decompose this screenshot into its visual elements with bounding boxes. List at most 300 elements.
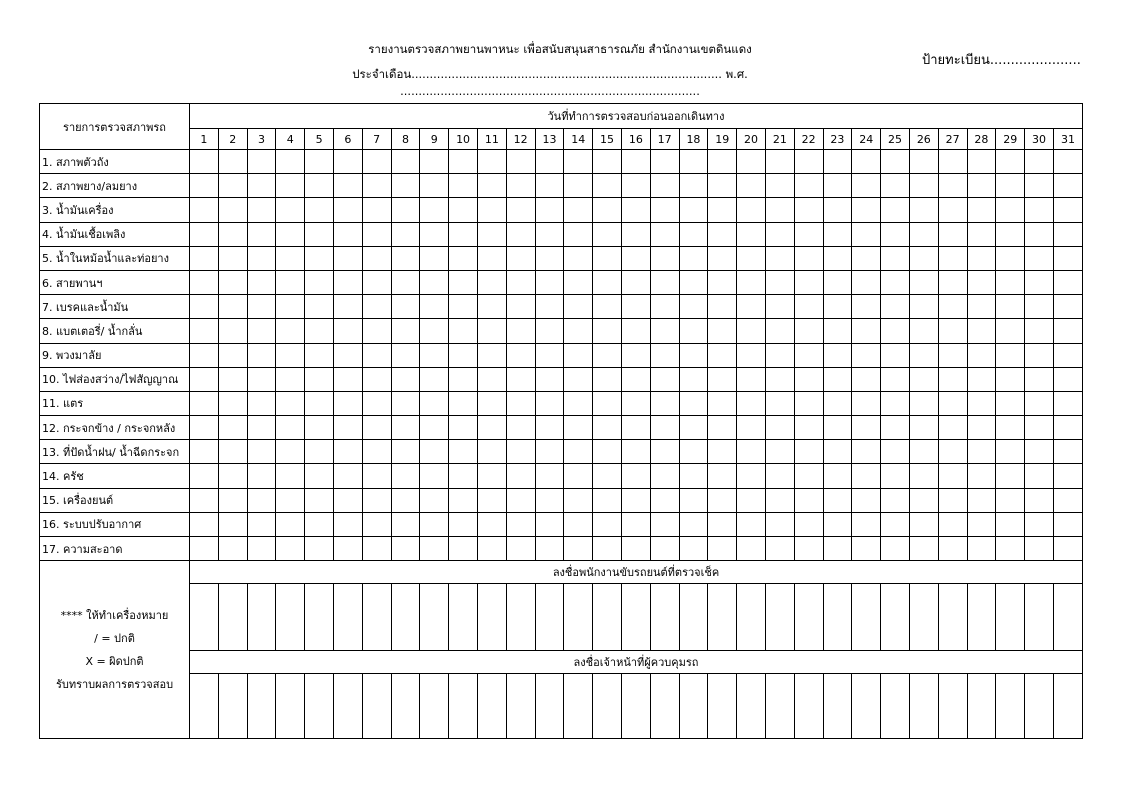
check-cell[interactable] bbox=[564, 222, 593, 246]
driver-signature-cell[interactable] bbox=[564, 584, 593, 651]
check-cell[interactable] bbox=[881, 367, 910, 391]
check-cell[interactable] bbox=[737, 416, 766, 440]
check-cell[interactable] bbox=[477, 198, 506, 222]
supervisor-signature-cell[interactable] bbox=[190, 674, 219, 739]
check-cell[interactable] bbox=[996, 537, 1025, 561]
check-cell[interactable] bbox=[737, 464, 766, 488]
check-cell[interactable] bbox=[218, 367, 247, 391]
check-cell[interactable] bbox=[305, 512, 334, 536]
check-cell[interactable] bbox=[621, 222, 650, 246]
check-cell[interactable] bbox=[420, 440, 449, 464]
check-cell[interactable] bbox=[276, 537, 305, 561]
check-cell[interactable] bbox=[1053, 488, 1082, 512]
check-cell[interactable] bbox=[1025, 343, 1054, 367]
check-cell[interactable] bbox=[621, 537, 650, 561]
check-cell[interactable] bbox=[737, 367, 766, 391]
check-cell[interactable] bbox=[1053, 464, 1082, 488]
check-cell[interactable] bbox=[650, 512, 679, 536]
check-cell[interactable] bbox=[967, 512, 996, 536]
check-cell[interactable] bbox=[823, 440, 852, 464]
check-cell[interactable] bbox=[881, 440, 910, 464]
check-cell[interactable] bbox=[708, 198, 737, 222]
check-cell[interactable] bbox=[477, 222, 506, 246]
check-cell[interactable] bbox=[477, 295, 506, 319]
check-cell[interactable] bbox=[1053, 512, 1082, 536]
check-cell[interactable] bbox=[535, 198, 564, 222]
check-cell[interactable] bbox=[477, 512, 506, 536]
check-cell[interactable] bbox=[938, 270, 967, 294]
check-cell[interactable] bbox=[823, 295, 852, 319]
check-cell[interactable] bbox=[593, 512, 622, 536]
check-cell[interactable] bbox=[909, 150, 938, 174]
check-cell[interactable] bbox=[621, 416, 650, 440]
check-cell[interactable] bbox=[737, 488, 766, 512]
check-cell[interactable] bbox=[909, 367, 938, 391]
check-cell[interactable] bbox=[852, 367, 881, 391]
check-cell[interactable] bbox=[823, 488, 852, 512]
check-cell[interactable] bbox=[621, 512, 650, 536]
check-cell[interactable] bbox=[621, 246, 650, 270]
check-cell[interactable] bbox=[506, 512, 535, 536]
driver-signature-cell[interactable] bbox=[1053, 584, 1082, 651]
check-cell[interactable] bbox=[938, 174, 967, 198]
check-cell[interactable] bbox=[708, 270, 737, 294]
check-cell[interactable] bbox=[967, 440, 996, 464]
check-cell[interactable] bbox=[823, 150, 852, 174]
check-cell[interactable] bbox=[420, 198, 449, 222]
check-cell[interactable] bbox=[391, 512, 420, 536]
driver-signature-cell[interactable] bbox=[190, 584, 219, 651]
check-cell[interactable] bbox=[823, 537, 852, 561]
check-cell[interactable] bbox=[190, 174, 219, 198]
check-cell[interactable] bbox=[938, 343, 967, 367]
check-cell[interactable] bbox=[650, 295, 679, 319]
check-cell[interactable] bbox=[852, 198, 881, 222]
driver-signature-cell[interactable] bbox=[449, 584, 478, 651]
supervisor-signature-cell[interactable] bbox=[420, 674, 449, 739]
check-cell[interactable] bbox=[506, 343, 535, 367]
check-cell[interactable] bbox=[852, 343, 881, 367]
check-cell[interactable] bbox=[765, 537, 794, 561]
check-cell[interactable] bbox=[794, 440, 823, 464]
check-cell[interactable] bbox=[679, 246, 708, 270]
check-cell[interactable] bbox=[737, 295, 766, 319]
check-cell[interactable] bbox=[708, 464, 737, 488]
check-cell[interactable] bbox=[333, 222, 362, 246]
driver-signature-cell[interactable] bbox=[477, 584, 506, 651]
check-cell[interactable] bbox=[391, 537, 420, 561]
check-cell[interactable] bbox=[218, 343, 247, 367]
driver-signature-cell[interactable] bbox=[765, 584, 794, 651]
check-cell[interactable] bbox=[765, 174, 794, 198]
check-cell[interactable] bbox=[1025, 537, 1054, 561]
check-cell[interactable] bbox=[449, 488, 478, 512]
check-cell[interactable] bbox=[477, 537, 506, 561]
check-cell[interactable] bbox=[794, 198, 823, 222]
check-cell[interactable] bbox=[190, 222, 219, 246]
check-cell[interactable] bbox=[881, 174, 910, 198]
check-cell[interactable] bbox=[909, 488, 938, 512]
check-cell[interactable] bbox=[247, 174, 276, 198]
check-cell[interactable] bbox=[621, 464, 650, 488]
check-cell[interactable] bbox=[190, 440, 219, 464]
check-cell[interactable] bbox=[247, 537, 276, 561]
check-cell[interactable] bbox=[218, 319, 247, 343]
check-cell[interactable] bbox=[305, 343, 334, 367]
driver-signature-cell[interactable] bbox=[967, 584, 996, 651]
check-cell[interactable] bbox=[362, 367, 391, 391]
check-cell[interactable] bbox=[362, 295, 391, 319]
check-cell[interactable] bbox=[967, 488, 996, 512]
check-cell[interactable] bbox=[1053, 319, 1082, 343]
check-cell[interactable] bbox=[967, 319, 996, 343]
check-cell[interactable] bbox=[852, 319, 881, 343]
check-cell[interactable] bbox=[593, 416, 622, 440]
check-cell[interactable] bbox=[938, 537, 967, 561]
check-cell[interactable] bbox=[190, 150, 219, 174]
check-cell[interactable] bbox=[449, 537, 478, 561]
check-cell[interactable] bbox=[1053, 367, 1082, 391]
check-cell[interactable] bbox=[1053, 537, 1082, 561]
check-cell[interactable] bbox=[420, 222, 449, 246]
check-cell[interactable] bbox=[391, 198, 420, 222]
check-cell[interactable] bbox=[449, 150, 478, 174]
check-cell[interactable] bbox=[593, 319, 622, 343]
check-cell[interactable] bbox=[593, 150, 622, 174]
check-cell[interactable] bbox=[506, 150, 535, 174]
check-cell[interactable] bbox=[650, 367, 679, 391]
check-cell[interactable] bbox=[190, 391, 219, 415]
check-cell[interactable] bbox=[737, 319, 766, 343]
check-cell[interactable] bbox=[794, 488, 823, 512]
check-cell[interactable] bbox=[305, 246, 334, 270]
check-cell[interactable] bbox=[391, 440, 420, 464]
check-cell[interactable] bbox=[305, 391, 334, 415]
check-cell[interactable] bbox=[938, 488, 967, 512]
check-cell[interactable] bbox=[794, 537, 823, 561]
check-cell[interactable] bbox=[881, 150, 910, 174]
check-cell[interactable] bbox=[852, 174, 881, 198]
check-cell[interactable] bbox=[737, 343, 766, 367]
supervisor-signature-cell[interactable] bbox=[909, 674, 938, 739]
check-cell[interactable] bbox=[477, 270, 506, 294]
check-cell[interactable] bbox=[765, 246, 794, 270]
check-cell[interactable] bbox=[218, 464, 247, 488]
check-cell[interactable] bbox=[247, 440, 276, 464]
check-cell[interactable] bbox=[996, 512, 1025, 536]
check-cell[interactable] bbox=[218, 198, 247, 222]
supervisor-signature-cell[interactable] bbox=[650, 674, 679, 739]
check-cell[interactable] bbox=[621, 295, 650, 319]
check-cell[interactable] bbox=[506, 198, 535, 222]
check-cell[interactable] bbox=[535, 319, 564, 343]
check-cell[interactable] bbox=[506, 222, 535, 246]
check-cell[interactable] bbox=[420, 270, 449, 294]
supervisor-signature-cell[interactable] bbox=[737, 674, 766, 739]
check-cell[interactable] bbox=[765, 222, 794, 246]
check-cell[interactable] bbox=[593, 174, 622, 198]
check-cell[interactable] bbox=[794, 464, 823, 488]
check-cell[interactable] bbox=[593, 222, 622, 246]
check-cell[interactable] bbox=[247, 343, 276, 367]
check-cell[interactable] bbox=[679, 174, 708, 198]
supervisor-signature-cell[interactable] bbox=[765, 674, 794, 739]
check-cell[interactable] bbox=[852, 150, 881, 174]
check-cell[interactable] bbox=[1025, 198, 1054, 222]
check-cell[interactable] bbox=[1025, 416, 1054, 440]
check-cell[interactable] bbox=[190, 512, 219, 536]
check-cell[interactable] bbox=[1025, 174, 1054, 198]
check-cell[interactable] bbox=[823, 174, 852, 198]
check-cell[interactable] bbox=[996, 150, 1025, 174]
check-cell[interactable] bbox=[679, 343, 708, 367]
check-cell[interactable] bbox=[909, 391, 938, 415]
check-cell[interactable] bbox=[449, 319, 478, 343]
check-cell[interactable] bbox=[909, 270, 938, 294]
check-cell[interactable] bbox=[765, 391, 794, 415]
check-cell[interactable] bbox=[650, 319, 679, 343]
check-cell[interactable] bbox=[1025, 440, 1054, 464]
check-cell[interactable] bbox=[333, 488, 362, 512]
check-cell[interactable] bbox=[506, 464, 535, 488]
check-cell[interactable] bbox=[737, 512, 766, 536]
supervisor-signature-cell[interactable] bbox=[881, 674, 910, 739]
check-cell[interactable] bbox=[593, 295, 622, 319]
check-cell[interactable] bbox=[449, 246, 478, 270]
check-cell[interactable] bbox=[247, 416, 276, 440]
check-cell[interactable] bbox=[420, 367, 449, 391]
check-cell[interactable] bbox=[420, 464, 449, 488]
check-cell[interactable] bbox=[852, 488, 881, 512]
check-cell[interactable] bbox=[420, 343, 449, 367]
check-cell[interactable] bbox=[794, 343, 823, 367]
check-cell[interactable] bbox=[333, 391, 362, 415]
check-cell[interactable] bbox=[477, 488, 506, 512]
check-cell[interactable] bbox=[391, 319, 420, 343]
check-cell[interactable] bbox=[593, 246, 622, 270]
check-cell[interactable] bbox=[1025, 367, 1054, 391]
check-cell[interactable] bbox=[823, 512, 852, 536]
check-cell[interactable] bbox=[477, 440, 506, 464]
driver-signature-cell[interactable] bbox=[1025, 584, 1054, 651]
check-cell[interactable] bbox=[449, 198, 478, 222]
check-cell[interactable] bbox=[362, 246, 391, 270]
check-cell[interactable] bbox=[449, 416, 478, 440]
check-cell[interactable] bbox=[967, 270, 996, 294]
check-cell[interactable] bbox=[679, 537, 708, 561]
driver-signature-cell[interactable] bbox=[823, 584, 852, 651]
check-cell[interactable] bbox=[247, 150, 276, 174]
check-cell[interactable] bbox=[190, 270, 219, 294]
check-cell[interactable] bbox=[881, 391, 910, 415]
check-cell[interactable] bbox=[708, 150, 737, 174]
driver-signature-cell[interactable] bbox=[679, 584, 708, 651]
check-cell[interactable] bbox=[1025, 150, 1054, 174]
check-cell[interactable] bbox=[333, 319, 362, 343]
check-cell[interactable] bbox=[362, 270, 391, 294]
check-cell[interactable] bbox=[1053, 440, 1082, 464]
check-cell[interactable] bbox=[564, 198, 593, 222]
check-cell[interactable] bbox=[794, 150, 823, 174]
check-cell[interactable] bbox=[593, 391, 622, 415]
check-cell[interactable] bbox=[420, 174, 449, 198]
check-cell[interactable] bbox=[190, 367, 219, 391]
check-cell[interactable] bbox=[765, 464, 794, 488]
supervisor-signature-cell[interactable] bbox=[852, 674, 881, 739]
check-cell[interactable] bbox=[938, 367, 967, 391]
supervisor-signature-cell[interactable] bbox=[794, 674, 823, 739]
check-cell[interactable] bbox=[593, 367, 622, 391]
check-cell[interactable] bbox=[938, 150, 967, 174]
check-cell[interactable] bbox=[564, 416, 593, 440]
check-cell[interactable] bbox=[247, 270, 276, 294]
check-cell[interactable] bbox=[362, 416, 391, 440]
check-cell[interactable] bbox=[679, 319, 708, 343]
check-cell[interactable] bbox=[276, 222, 305, 246]
driver-signature-cell[interactable] bbox=[506, 584, 535, 651]
check-cell[interactable] bbox=[852, 440, 881, 464]
check-cell[interactable] bbox=[650, 488, 679, 512]
check-cell[interactable] bbox=[996, 295, 1025, 319]
supervisor-signature-cell[interactable] bbox=[218, 674, 247, 739]
check-cell[interactable] bbox=[679, 222, 708, 246]
check-cell[interactable] bbox=[305, 319, 334, 343]
supervisor-signature-cell[interactable] bbox=[449, 674, 478, 739]
check-cell[interactable] bbox=[823, 270, 852, 294]
check-cell[interactable] bbox=[477, 464, 506, 488]
check-cell[interactable] bbox=[967, 295, 996, 319]
check-cell[interactable] bbox=[449, 512, 478, 536]
check-cell[interactable] bbox=[535, 512, 564, 536]
check-cell[interactable] bbox=[218, 537, 247, 561]
check-cell[interactable] bbox=[737, 391, 766, 415]
check-cell[interactable] bbox=[218, 174, 247, 198]
check-cell[interactable] bbox=[708, 537, 737, 561]
check-cell[interactable] bbox=[247, 246, 276, 270]
check-cell[interactable] bbox=[391, 270, 420, 294]
check-cell[interactable] bbox=[823, 391, 852, 415]
driver-signature-cell[interactable] bbox=[794, 584, 823, 651]
supervisor-signature-cell[interactable] bbox=[679, 674, 708, 739]
check-cell[interactable] bbox=[333, 367, 362, 391]
check-cell[interactable] bbox=[708, 416, 737, 440]
check-cell[interactable] bbox=[391, 150, 420, 174]
check-cell[interactable] bbox=[967, 416, 996, 440]
check-cell[interactable] bbox=[823, 222, 852, 246]
check-cell[interactable] bbox=[909, 246, 938, 270]
check-cell[interactable] bbox=[218, 488, 247, 512]
check-cell[interactable] bbox=[909, 464, 938, 488]
check-cell[interactable] bbox=[852, 464, 881, 488]
check-cell[interactable] bbox=[218, 416, 247, 440]
check-cell[interactable] bbox=[564, 150, 593, 174]
check-cell[interactable] bbox=[996, 270, 1025, 294]
check-cell[interactable] bbox=[1053, 198, 1082, 222]
check-cell[interactable] bbox=[765, 416, 794, 440]
check-cell[interactable] bbox=[506, 174, 535, 198]
check-cell[interactable] bbox=[996, 464, 1025, 488]
check-cell[interactable] bbox=[593, 537, 622, 561]
check-cell[interactable] bbox=[765, 270, 794, 294]
check-cell[interactable] bbox=[564, 319, 593, 343]
check-cell[interactable] bbox=[679, 464, 708, 488]
check-cell[interactable] bbox=[305, 440, 334, 464]
check-cell[interactable] bbox=[276, 416, 305, 440]
check-cell[interactable] bbox=[996, 198, 1025, 222]
check-cell[interactable] bbox=[218, 391, 247, 415]
check-cell[interactable] bbox=[881, 488, 910, 512]
check-cell[interactable] bbox=[967, 222, 996, 246]
check-cell[interactable] bbox=[305, 198, 334, 222]
check-cell[interactable] bbox=[967, 391, 996, 415]
check-cell[interactable] bbox=[420, 391, 449, 415]
check-cell[interactable] bbox=[765, 198, 794, 222]
driver-signature-cell[interactable] bbox=[333, 584, 362, 651]
check-cell[interactable] bbox=[996, 246, 1025, 270]
check-cell[interactable] bbox=[247, 367, 276, 391]
check-cell[interactable] bbox=[765, 343, 794, 367]
check-cell[interactable] bbox=[535, 295, 564, 319]
check-cell[interactable] bbox=[679, 512, 708, 536]
check-cell[interactable] bbox=[305, 464, 334, 488]
check-cell[interactable] bbox=[420, 537, 449, 561]
supervisor-signature-cell[interactable] bbox=[276, 674, 305, 739]
supervisor-signature-cell[interactable] bbox=[938, 674, 967, 739]
driver-signature-cell[interactable] bbox=[218, 584, 247, 651]
check-cell[interactable] bbox=[190, 464, 219, 488]
check-cell[interactable] bbox=[535, 537, 564, 561]
check-cell[interactable] bbox=[621, 174, 650, 198]
check-cell[interactable] bbox=[420, 512, 449, 536]
check-cell[interactable] bbox=[391, 174, 420, 198]
check-cell[interactable] bbox=[333, 198, 362, 222]
check-cell[interactable] bbox=[852, 391, 881, 415]
check-cell[interactable] bbox=[967, 198, 996, 222]
check-cell[interactable] bbox=[852, 537, 881, 561]
check-cell[interactable] bbox=[737, 537, 766, 561]
check-cell[interactable] bbox=[621, 343, 650, 367]
check-cell[interactable] bbox=[449, 440, 478, 464]
check-cell[interactable] bbox=[794, 512, 823, 536]
check-cell[interactable] bbox=[506, 416, 535, 440]
check-cell[interactable] bbox=[420, 416, 449, 440]
check-cell[interactable] bbox=[852, 295, 881, 319]
check-cell[interactable] bbox=[679, 150, 708, 174]
check-cell[interactable] bbox=[593, 488, 622, 512]
check-cell[interactable] bbox=[333, 416, 362, 440]
check-cell[interactable] bbox=[679, 391, 708, 415]
supervisor-signature-cell[interactable] bbox=[506, 674, 535, 739]
check-cell[interactable] bbox=[737, 198, 766, 222]
check-cell[interactable] bbox=[1053, 270, 1082, 294]
check-cell[interactable] bbox=[621, 488, 650, 512]
check-cell[interactable] bbox=[708, 222, 737, 246]
check-cell[interactable] bbox=[823, 416, 852, 440]
driver-signature-cell[interactable] bbox=[535, 584, 564, 651]
supervisor-signature-cell[interactable] bbox=[621, 674, 650, 739]
check-cell[interactable] bbox=[506, 246, 535, 270]
check-cell[interactable] bbox=[564, 270, 593, 294]
check-cell[interactable] bbox=[1025, 246, 1054, 270]
check-cell[interactable] bbox=[1025, 391, 1054, 415]
driver-signature-cell[interactable] bbox=[247, 584, 276, 651]
check-cell[interactable] bbox=[679, 270, 708, 294]
check-cell[interactable] bbox=[477, 367, 506, 391]
check-cell[interactable] bbox=[305, 150, 334, 174]
check-cell[interactable] bbox=[852, 246, 881, 270]
check-cell[interactable] bbox=[535, 246, 564, 270]
check-cell[interactable] bbox=[391, 367, 420, 391]
